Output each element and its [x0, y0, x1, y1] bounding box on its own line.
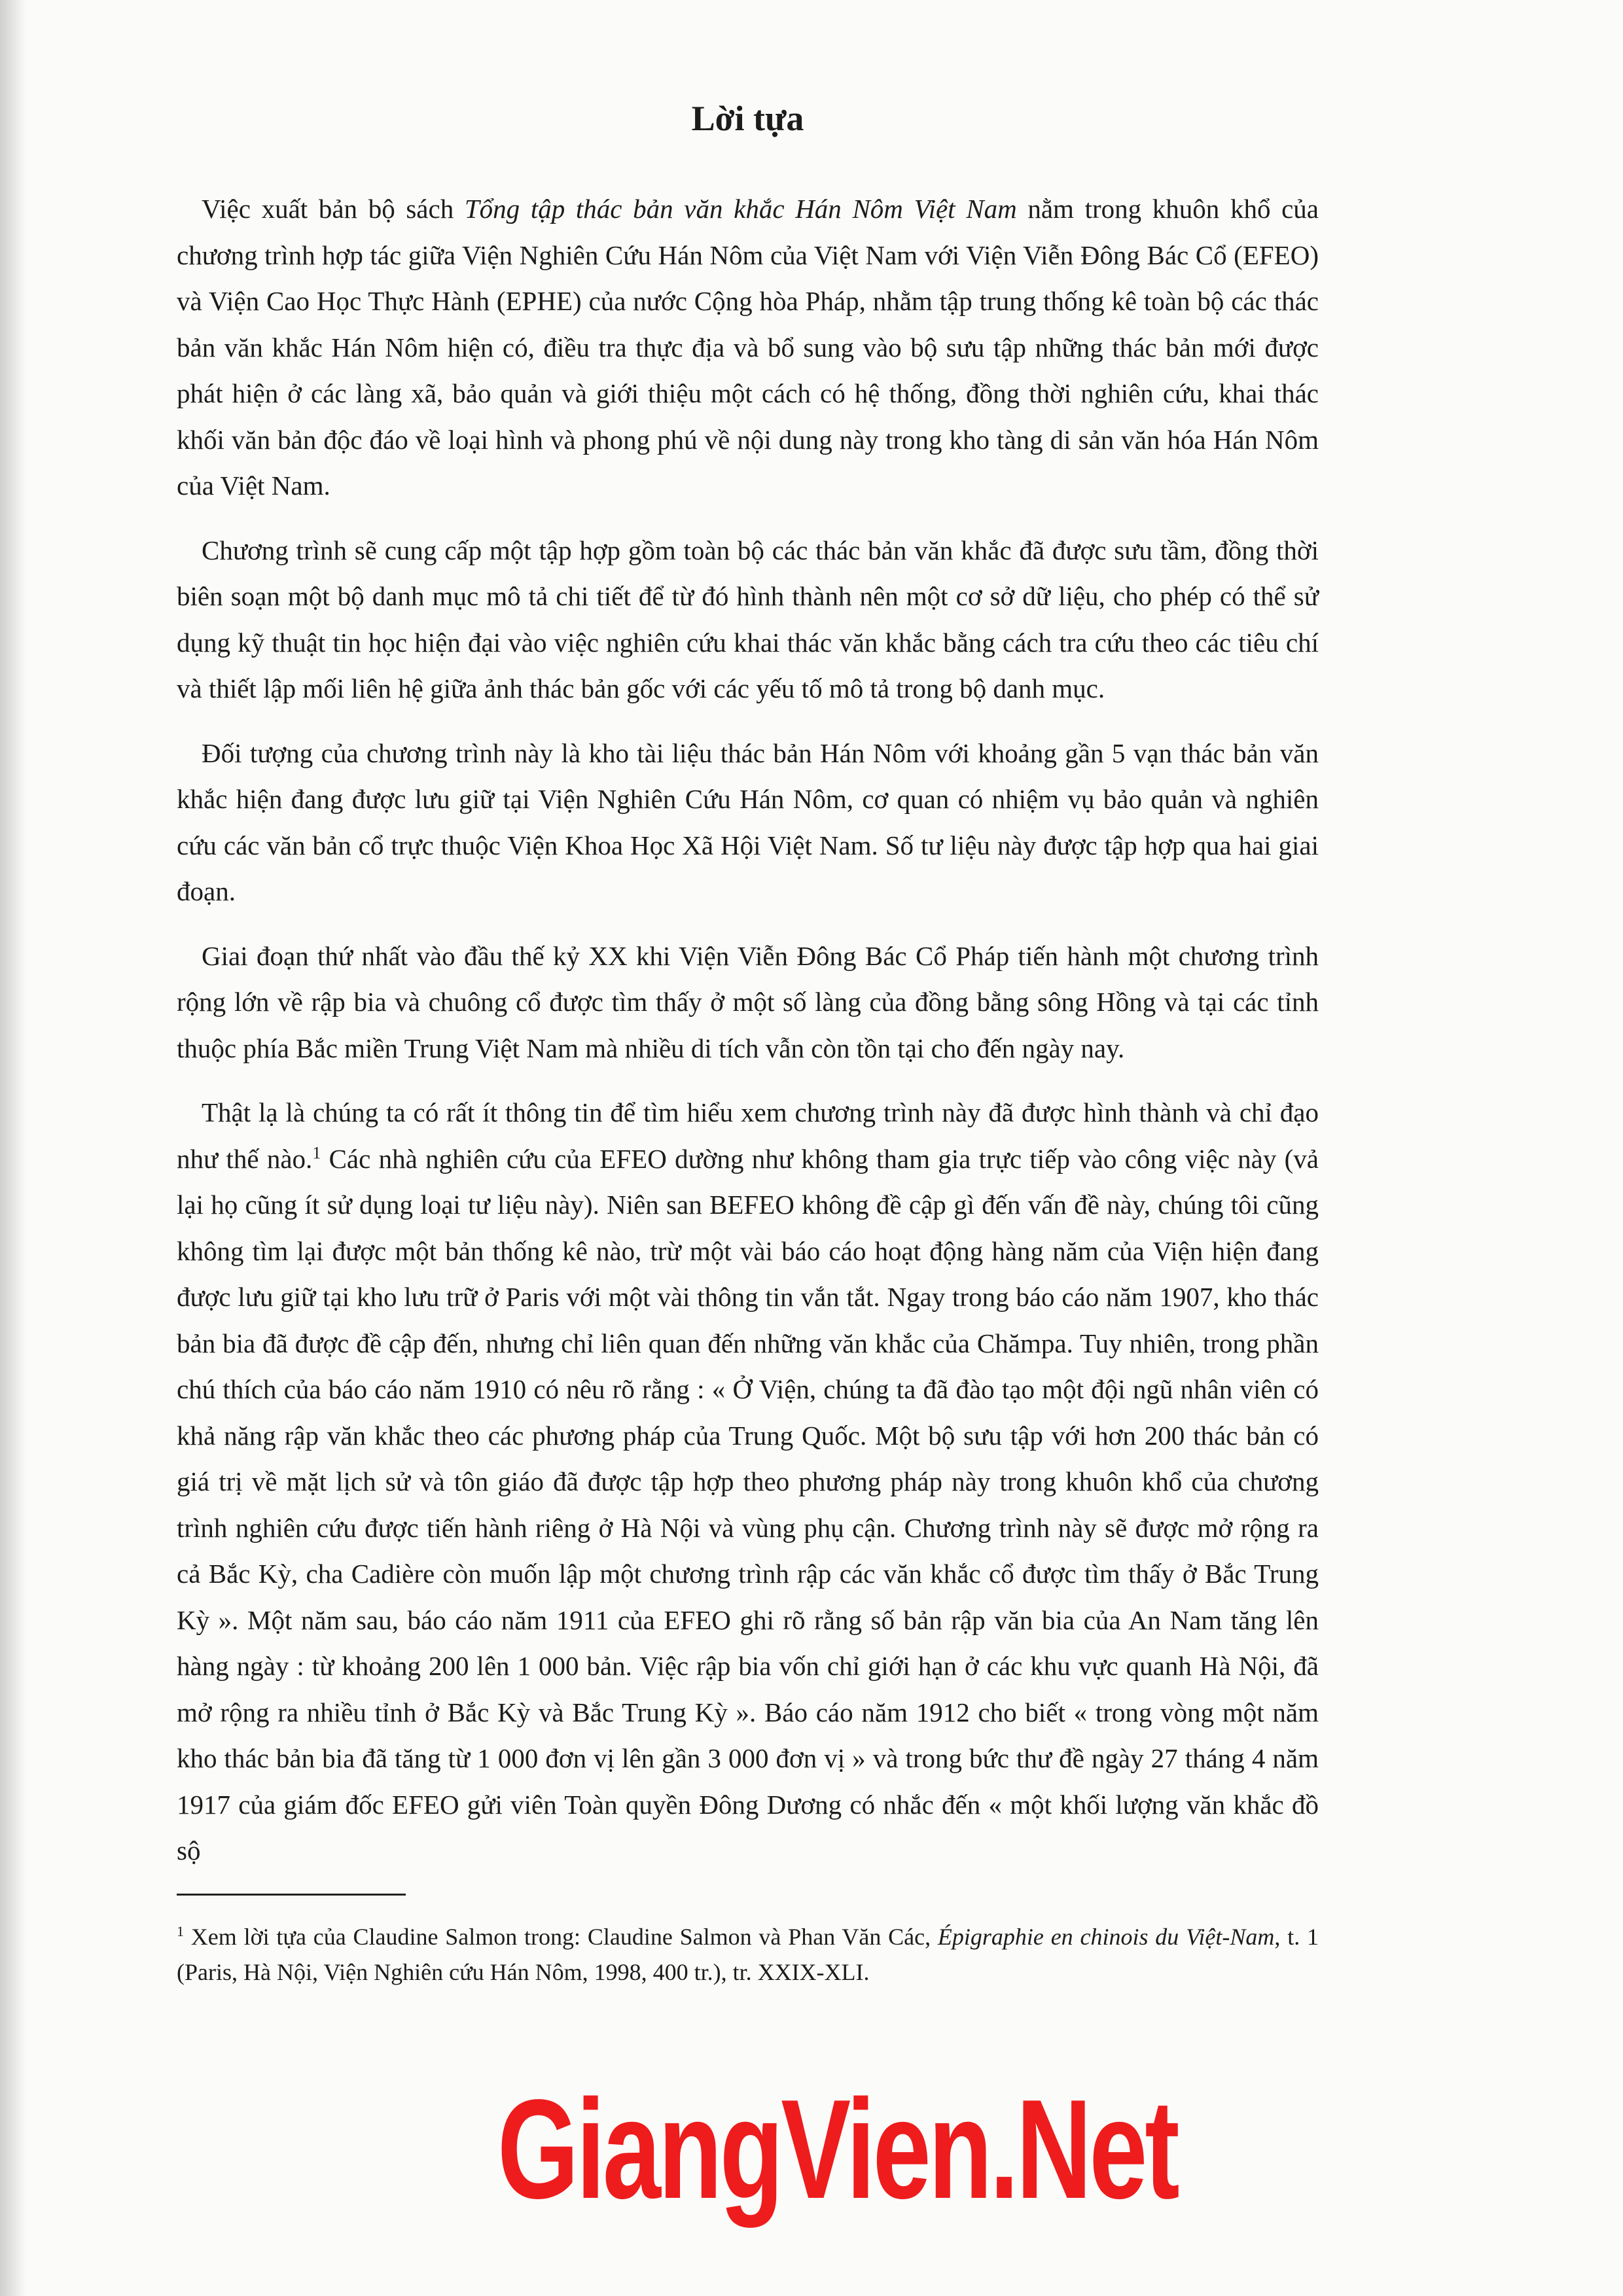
watermark-logo: GiangVien.Net [497, 2070, 1177, 2228]
footnote-number: 1 [177, 1922, 184, 1939]
footnote-divider [177, 1894, 406, 1896]
paragraph-2: Chương trình sẽ cung cấp một tập hợp gồm toàn bộ các thác bản văn khắc đã được sưu tầm, đồng thời biên soạn một bộ danh mục mô tả chi tiết để từ đó hình thành nên một cơ sở dữ liệu, cho phép có thể sử dụng kỹ thuật tin học hiện đại vào việc nghiên cứu khai thác văn khắc bằng cách tra cứu theo các tiêu chí và thiết lập mối liên hệ giữa ảnh thác bản gốc với các yếu tố mô tả trong bộ danh mục. [177, 535, 1319, 703]
scan-shadow [0, 0, 26, 2296]
footnote [177, 1919, 1319, 1990]
paragraph-4: Giai đoạn thứ nhất vào đầu thế kỷ XX khi Viện Viễn Đông Bác Cổ Pháp tiến hành một chương trình rộng lớn về rập bia và chuông cổ được tìm thấy ở một số làng của đồng bằng sông Hồng và tại các tỉnh thuộc phía Bắc miền Trung Việt Nam mà nhiều di tích vẫn còn tồn tại cho đến ngày nay. [177, 940, 1319, 1063]
paragraph-1-lead: Việc xuất bản bộ sách [202, 194, 465, 224]
paragraph-1 [177, 186, 1319, 509]
paragraph-5 [177, 1089, 1319, 1874]
paragraph-5-lead: Thật lạ là chúng ta có rất ít thông tin để tìm hiểu xem chương trình này đã được hình thành và chỉ đạo như thế nào. [177, 1097, 1319, 1174]
book-title: Tổng tập thác bản văn khắc Hán Nôm Việt Nam [464, 194, 1017, 224]
footnote-book-title: Épigraphie en chinois du Việt-Nam [937, 1923, 1275, 1950]
footnote-text-a: Xem lời tựa của Claudine Salmon trong: Claudine Salmon và Phan Văn Các, [184, 1923, 938, 1950]
page-title: Lời tựa [691, 99, 804, 138]
footnote-text-b: , t. 1 (Paris, Hà Nội, Viện Nghiên cứu Hán Nôm, 1998, 400 tr.), tr. XXIX-XLI. [177, 1923, 1319, 1985]
paragraph-1-rest: nằm trong khuôn khổ của chương trình hợp tác giữa Viện Nghiên Cứu Hán Nôm của Việt Nam với Viện Viễn Đông Bác Cổ (EFEO) và Viện Cao Học Thực Hành (EPHE) của nước Cộng hòa Pháp, nhằm tập trung thống kê toàn bộ các thác bản văn khắc Hán Nôm hiện có, điều tra thực địa và bổ sung vào bộ sưu tập những thác bản mới được phát hiện ở các làng xã, bảo quản và giới thiệu một cách có hệ thống, đồng thời nghiên cứu, khai thác khối văn bản độc đáo về loại hình và phong phú về nội dung này trong kho tàng di sản văn hóa Hán Nôm của Việt Nam. [177, 194, 1319, 501]
footnote-reference[interactable]: 1 [312, 1142, 321, 1162]
paragraph-5-rest: Các nhà nghiên cứu của EFEO dường như không tham gia trực tiếp vào công việc này (vả lại họ cũng ít sử dụng loại tư liệu này). Niên san BEFEO không đề cập gì đến vấn đề này, chúng tôi cũng không tìm lại được một bản thống kê nào, trừ một vài báo cáo hoạt động hàng năm của Viện hiện đang được lưu giữ tại kho lưu trữ ở Paris với một vài thông tin vắn tắt. Ngay trong báo cáo năm 1907, kho thác bản bia đã được đề cập đến, nhưng chỉ liên quan đến những văn khắc của Chămpa. Tuy nhiên, trong phần chú thích của báo cáo năm 1910 có nêu rõ rằng : « Ở Viện, chúng ta đã đào tạo một đội ngũ nhân viên có khả năng rập văn khắc theo các phương pháp của Trung Quốc. Một bộ sưu tập với hơn 200 thác bản có giá trị về mặt lịch sử và tôn giáo đã được tập hợp theo phương pháp này trong khuôn khổ của chương trình nghiên cứu được tiến hành riêng ở Hà Nội và vùng phụ cận. Chương trình này sẽ được mở rộng ra cả Bắc Kỳ, cha Cadière còn muốn lập một chương trình rập các văn khắc cổ được tìm thấy ở Bắc Trung Kỳ ». Một năm sau, báo cáo năm 1911 của EFEO ghi rõ rằng số bản rập văn bia của An Nam tăng lên hàng ngày : từ khoảng 200 lên 1 000 bản. Việc rập bia vốn chỉ giới hạn ở các khu vực quanh Hà Nội, đã mở rộng ra nhiều tỉnh ở Bắc Kỳ và Bắc Trung Kỳ ». Báo cáo năm 1912 cho biết « trong vòng một năm kho thác bản bia đã tăng từ 1 000 đơn vị lên gần 3 000 đơn vị » và trong bức thư đề ngày 27 tháng 4 năm 1917 của giám đốc EFEO gửi viên Toàn quyền Đông Dương có nhắc đến « một khối lượng văn khắc đồ sộ [177, 1143, 1319, 1865]
paragraph-3: Đối tượng của chương trình này là kho tài liệu thác bản Hán Nôm với khoảng gần 5 vạn thác bản văn khắc hiện đang được lưu giữ tại Viện Nghiên Cứu Hán Nôm, cơ quan có nhiệm vụ bảo quản và nghiên cứu các văn bản cổ trực thuộc Viện Khoa Học Xã Hội Việt Nam. Số tư liệu này được tập hợp qua hai giai đoạn. [177, 737, 1319, 906]
document-page [177, 98, 1319, 2013]
